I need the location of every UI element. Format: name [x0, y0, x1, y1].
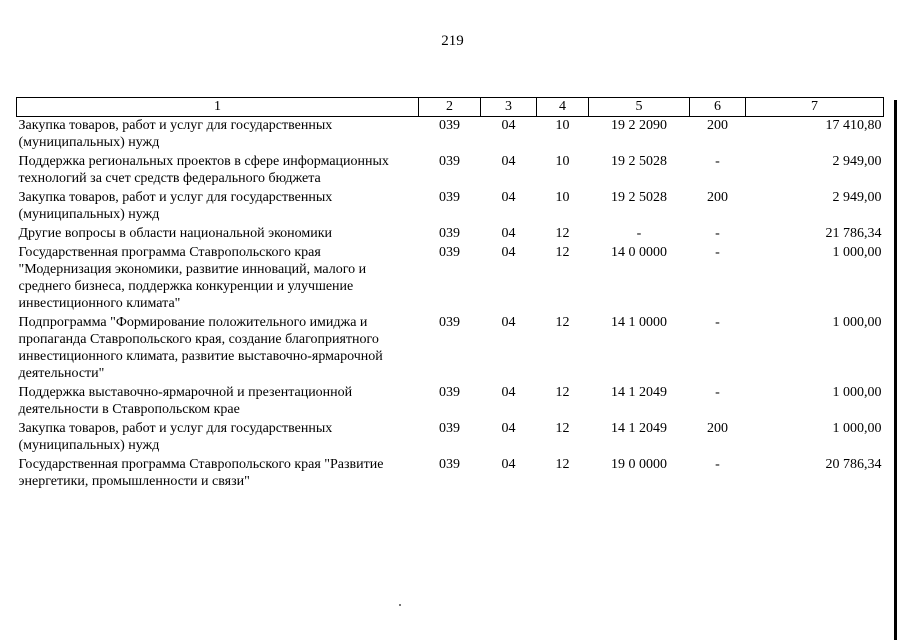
- cell-code: 039: [439, 190, 460, 205]
- cell-section: 04: [501, 226, 516, 241]
- cell-amount: 1 000,00: [832, 421, 882, 436]
- row-name: Другие вопросы в области национальной экономики: [18, 226, 333, 241]
- cell-subsection: 12: [555, 245, 570, 260]
- cell-target: -: [636, 226, 642, 241]
- cell-amount: 20 786,34: [825, 457, 882, 472]
- cell-section: 04: [501, 457, 516, 472]
- cell-code: 039: [439, 118, 460, 133]
- table-row: [17, 384, 884, 420]
- cell-target: 19 2 5028: [611, 154, 667, 169]
- column-header: 4: [537, 98, 589, 117]
- cell-subsection: 12: [555, 421, 570, 436]
- cell-type: -: [715, 385, 720, 400]
- scan-edge-line: [894, 100, 897, 640]
- cell-amount: 1 000,00: [832, 245, 882, 260]
- budget-table: [16, 97, 884, 492]
- cell-target: 19 2 2090: [611, 118, 667, 133]
- cell-amount: 1 000,00: [832, 385, 882, 400]
- table-row: [17, 189, 884, 225]
- cell-amount: 1 000,00: [832, 315, 882, 330]
- page-number: 219: [441, 33, 464, 49]
- table-row: [17, 225, 884, 244]
- cell-type: -: [715, 245, 720, 260]
- column-header: 2: [419, 98, 481, 117]
- column-header: 7: [746, 98, 884, 117]
- table-row: [17, 244, 884, 314]
- cell-section: 04: [501, 245, 516, 260]
- table-row: [17, 153, 884, 189]
- cell-subsection: 12: [555, 385, 570, 400]
- cell-section: 04: [501, 315, 516, 330]
- cell-target: 14 1 0000: [611, 315, 667, 330]
- table-row: [17, 117, 884, 154]
- column-header: 3: [481, 98, 537, 117]
- cell-target: 19 2 5028: [611, 190, 667, 205]
- cell-amount: 17 410,80: [825, 118, 882, 133]
- row-name: Закупка товаров, работ и услуг для государственных (муниципальных) нужд: [18, 190, 333, 222]
- cell-code: 039: [439, 385, 460, 400]
- row-name: Поддержка выставочно-ярмарочной и презентационной деятельности в Ставропольском крае: [18, 385, 353, 417]
- column-header: 1: [17, 98, 419, 117]
- cell-type: -: [715, 226, 720, 241]
- column-header: 5: [589, 98, 690, 117]
- cell-target: 14 0 0000: [611, 245, 667, 260]
- cell-type: 200: [707, 190, 728, 205]
- cell-type: -: [715, 457, 720, 472]
- cell-section: 04: [501, 385, 516, 400]
- row-name: Государственная программа Ставропольского края "Модернизация экономики, развитие инноваций, малого и среднего бизнеса, поддержка конкуренции и улучшение инвестиционного климата": [18, 245, 367, 311]
- cell-type: -: [715, 154, 720, 169]
- cell-subsection: 12: [555, 457, 570, 472]
- row-name: Закупка товаров, работ и услуг для государственных (муниципальных) нужд: [18, 421, 333, 453]
- cell-subsection: 12: [555, 226, 570, 241]
- row-name: Закупка товаров, работ и услуг для государственных (муниципальных) нужд: [18, 118, 333, 150]
- header-row: [17, 98, 884, 117]
- cell-type: -: [715, 315, 720, 330]
- row-name: Государственная программа Ставропольского края "Развитие энергетики, промышленности и связи": [18, 457, 384, 489]
- column-header: 6: [690, 98, 746, 117]
- cell-code: 039: [439, 245, 460, 260]
- cell-subsection: 10: [555, 190, 570, 205]
- cell-amount: 21 786,34: [825, 226, 882, 241]
- cell-code: 039: [439, 226, 460, 241]
- table-row: [17, 420, 884, 456]
- cell-section: 04: [501, 154, 516, 169]
- cell-subsection: 10: [555, 118, 570, 133]
- cell-subsection: 10: [555, 154, 570, 169]
- cell-code: 039: [439, 421, 460, 436]
- cell-target: 19 0 0000: [611, 457, 667, 472]
- cell-code: 039: [439, 154, 460, 169]
- cell-target: 14 1 2049: [611, 385, 667, 400]
- cell-amount: 2 949,00: [832, 190, 882, 205]
- cell-type: 200: [707, 421, 728, 436]
- cell-amount: 2 949,00: [832, 154, 882, 169]
- cell-code: 039: [439, 315, 460, 330]
- table-row: [17, 314, 884, 384]
- table-row: [17, 456, 884, 492]
- row-name: Поддержка региональных проектов в сфере информационных технологий за счет средств федерального бюджета: [18, 154, 389, 186]
- scan-speck: [399, 604, 401, 606]
- cell-section: 04: [501, 421, 516, 436]
- cell-type: 200: [707, 118, 728, 133]
- cell-subsection: 12: [555, 315, 570, 330]
- cell-target: 14 1 2049: [611, 421, 667, 436]
- cell-code: 039: [439, 457, 460, 472]
- cell-section: 04: [501, 190, 516, 205]
- row-name: Подпрограмма "Формирование положительного имиджа и пропаганда Ставропольского края, создание благоприятного инвестиционного климата, развитие выставочно-ярмарочной деятельности": [18, 315, 383, 381]
- cell-section: 04: [501, 118, 516, 133]
